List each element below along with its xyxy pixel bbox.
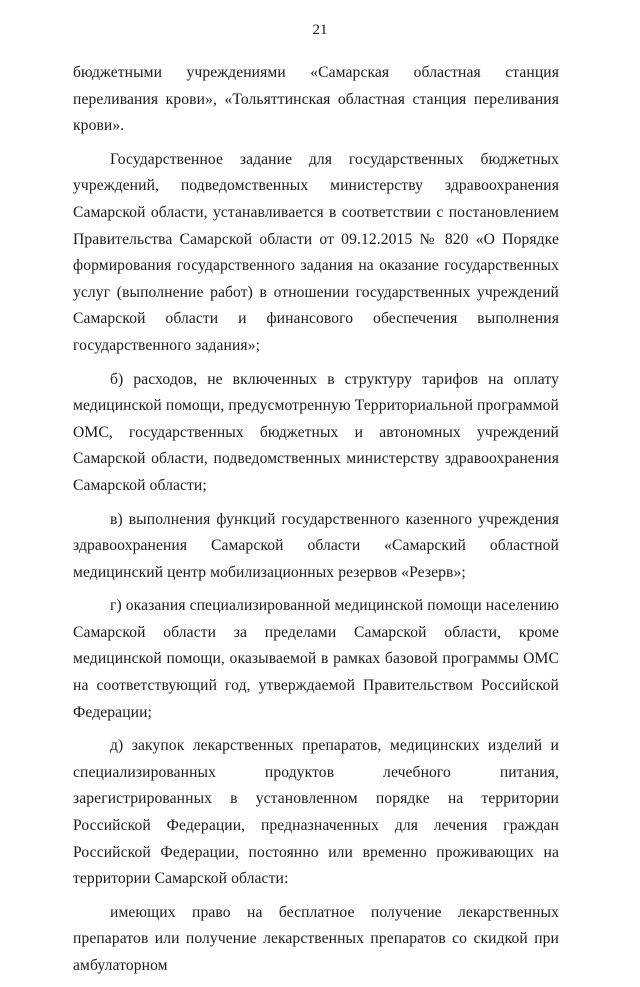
paragraph-state-assignment: Государственное задание для государственных бюджетных учреждений, подведомственных министерству здравоохранения Самарской области, устанавливается в соответствии с постановлением Правительства Самарской области от 09.12.2015 № 820 «О Порядке формирования государственного задания на оказание государственных услуг (выполнение работ) в отношении государственных учреждений Самарской области и финансового обеспечения выполнения государственного задания»; <box>73 150 559 354</box>
page-number: 21 <box>312 22 328 38</box>
document-body <box>73 60 559 987</box>
paragraph-entitled-citizens: имеющих право на бесплатное получение лекарственных препаратов или получение лекарственных препаратов со скидкой при амбулаторном <box>73 903 559 974</box>
paragraph-item-g: г) оказания специализированной медицинской помощи населению Самарской области за пределами Самарской области, кроме медицинской помощи, оказываемой в рамках базовой программы ОМС на соответствующий год, утверждаемой Правительством Российской Федерации; <box>73 597 560 721</box>
paragraph-item-v: в) выполнения функций государственного казенного учреждения здравоохранения Самарской области «Самарский областной медицинский центр мобилизационных резервов «Резерв»; <box>73 510 559 581</box>
paragraph-item-b: б) расходов, не включенных в структуру тарифов на оплату медицинской помощи, предусмотренную Территориальной программой ОМС, государственных бюджетных и автономных учреждений Самарской области, подведомственных министерству здравоохранения Самарской области; <box>73 370 559 494</box>
paragraph-continuation: бюджетными учреждениями «Самарская областная станция переливания крови», «Тольяттинская областная станция переливания крови». <box>73 64 559 135</box>
paragraph-item-d: д) закупок лекарственных препаратов, медицинских изделий и специализированных продуктов лечебного питания, зарегистрированных в установленном порядке на территории Российской Федерации, предназначенных для лечения граждан Российской Федерации, постоянно или временно проживающих на территории Самарской области: <box>73 737 559 888</box>
